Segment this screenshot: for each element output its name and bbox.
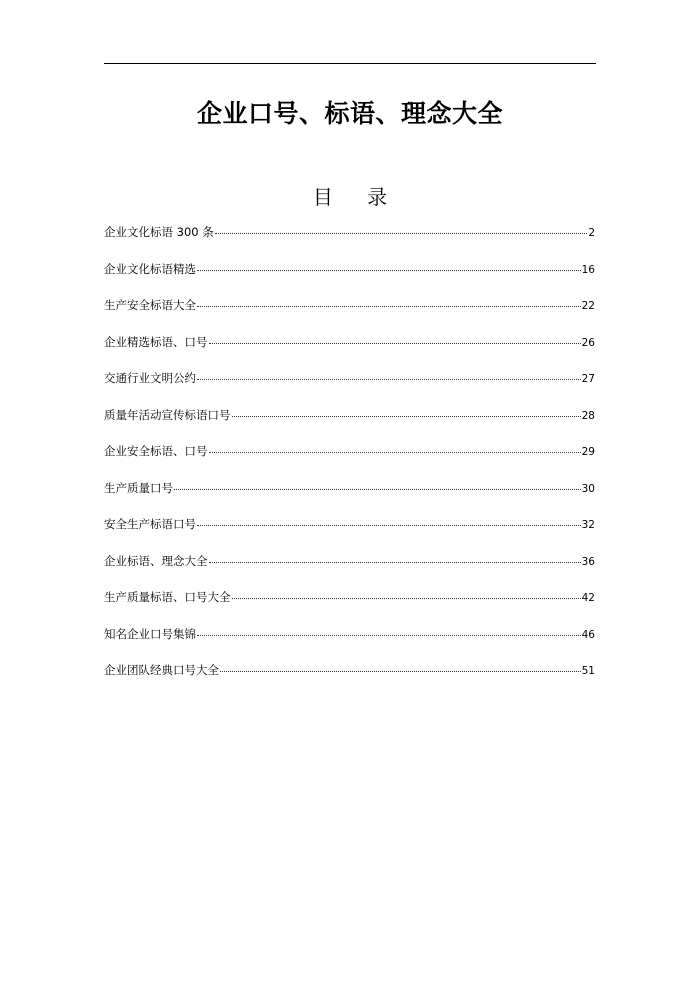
toc-entry-label: 企业团队经典口号大全 bbox=[104, 663, 219, 677]
toc-entry-page: 29 bbox=[581, 446, 595, 458]
toc-entry-page: 51 bbox=[581, 665, 595, 677]
toc-leader-dots bbox=[209, 343, 581, 344]
toc-leader-dots bbox=[197, 635, 581, 636]
toc-entry-page: 28 bbox=[581, 409, 595, 422]
toc-entry-page: 27 bbox=[581, 373, 595, 385]
header-rule bbox=[104, 63, 596, 64]
toc-entry-label: 质量年活动宣传标语口号 bbox=[104, 407, 231, 422]
toc-leader-dots bbox=[215, 233, 588, 234]
toc-leader-dots bbox=[197, 306, 581, 307]
toc-entry[interactable] bbox=[104, 662, 595, 699]
toc-entry-page: 26 bbox=[581, 336, 595, 349]
toc-entry-page: 42 bbox=[581, 592, 595, 604]
toc-entry-label: 企业文化标语精选 bbox=[104, 261, 196, 276]
toc-entry-label: 知名企业口号集锦 bbox=[104, 626, 196, 641]
table-of-contents bbox=[104, 224, 595, 699]
toc-leader-dots bbox=[232, 598, 581, 599]
toc-leader-dots bbox=[174, 489, 581, 490]
toc-entry[interactable] bbox=[104, 261, 595, 298]
toc-entry[interactable] bbox=[104, 553, 595, 590]
toc-entry-label: 交通行业文明公约 bbox=[104, 371, 196, 385]
toc-leader-dots bbox=[197, 379, 581, 380]
toc-entry[interactable] bbox=[104, 480, 595, 517]
toc-entry[interactable] bbox=[104, 626, 595, 663]
toc-entry-label: 企业标语、理念大全 bbox=[104, 553, 208, 568]
toc-heading: 目 录 bbox=[312, 185, 402, 209]
toc-entry[interactable] bbox=[104, 370, 595, 407]
toc-leader-dots bbox=[197, 525, 581, 526]
toc-entry[interactable] bbox=[104, 224, 595, 261]
document-title: 企业口号、标语、理念大全 bbox=[196, 99, 503, 128]
toc-entry[interactable] bbox=[104, 297, 595, 334]
toc-entry-page: 30 bbox=[581, 482, 595, 495]
toc-leader-dots bbox=[197, 270, 581, 271]
toc-entry-label: 企业精选标语、口号 bbox=[104, 334, 208, 349]
toc-entry-label: 企业安全标语、口号 bbox=[104, 444, 208, 458]
toc-entry-label: 生产安全标语大全 bbox=[104, 298, 196, 312]
toc-entry-label: 企业文化标语 300 条 bbox=[104, 225, 214, 239]
toc-entry-page: 46 bbox=[581, 628, 595, 641]
toc-entry-label: 安全生产标语口号 bbox=[104, 517, 196, 531]
toc-leader-dots bbox=[209, 562, 581, 563]
toc-entry[interactable] bbox=[104, 334, 595, 371]
toc-leader-dots bbox=[220, 671, 581, 672]
toc-entry-page: 32 bbox=[581, 519, 595, 531]
toc-entry-page: 2 bbox=[588, 227, 595, 239]
toc-leader-dots bbox=[232, 416, 581, 417]
toc-entry-label: 生产质量口号 bbox=[104, 480, 173, 495]
toc-entry[interactable] bbox=[104, 516, 595, 553]
toc-entry-page: 22 bbox=[581, 300, 595, 312]
toc-leader-dots bbox=[209, 452, 581, 453]
toc-entry-page: 36 bbox=[581, 555, 595, 568]
toc-entry[interactable] bbox=[104, 407, 595, 444]
toc-entry-label: 生产质量标语、口号大全 bbox=[104, 590, 231, 604]
toc-entry[interactable] bbox=[104, 443, 595, 480]
toc-entry[interactable] bbox=[104, 589, 595, 626]
toc-entry-page: 16 bbox=[581, 263, 595, 276]
